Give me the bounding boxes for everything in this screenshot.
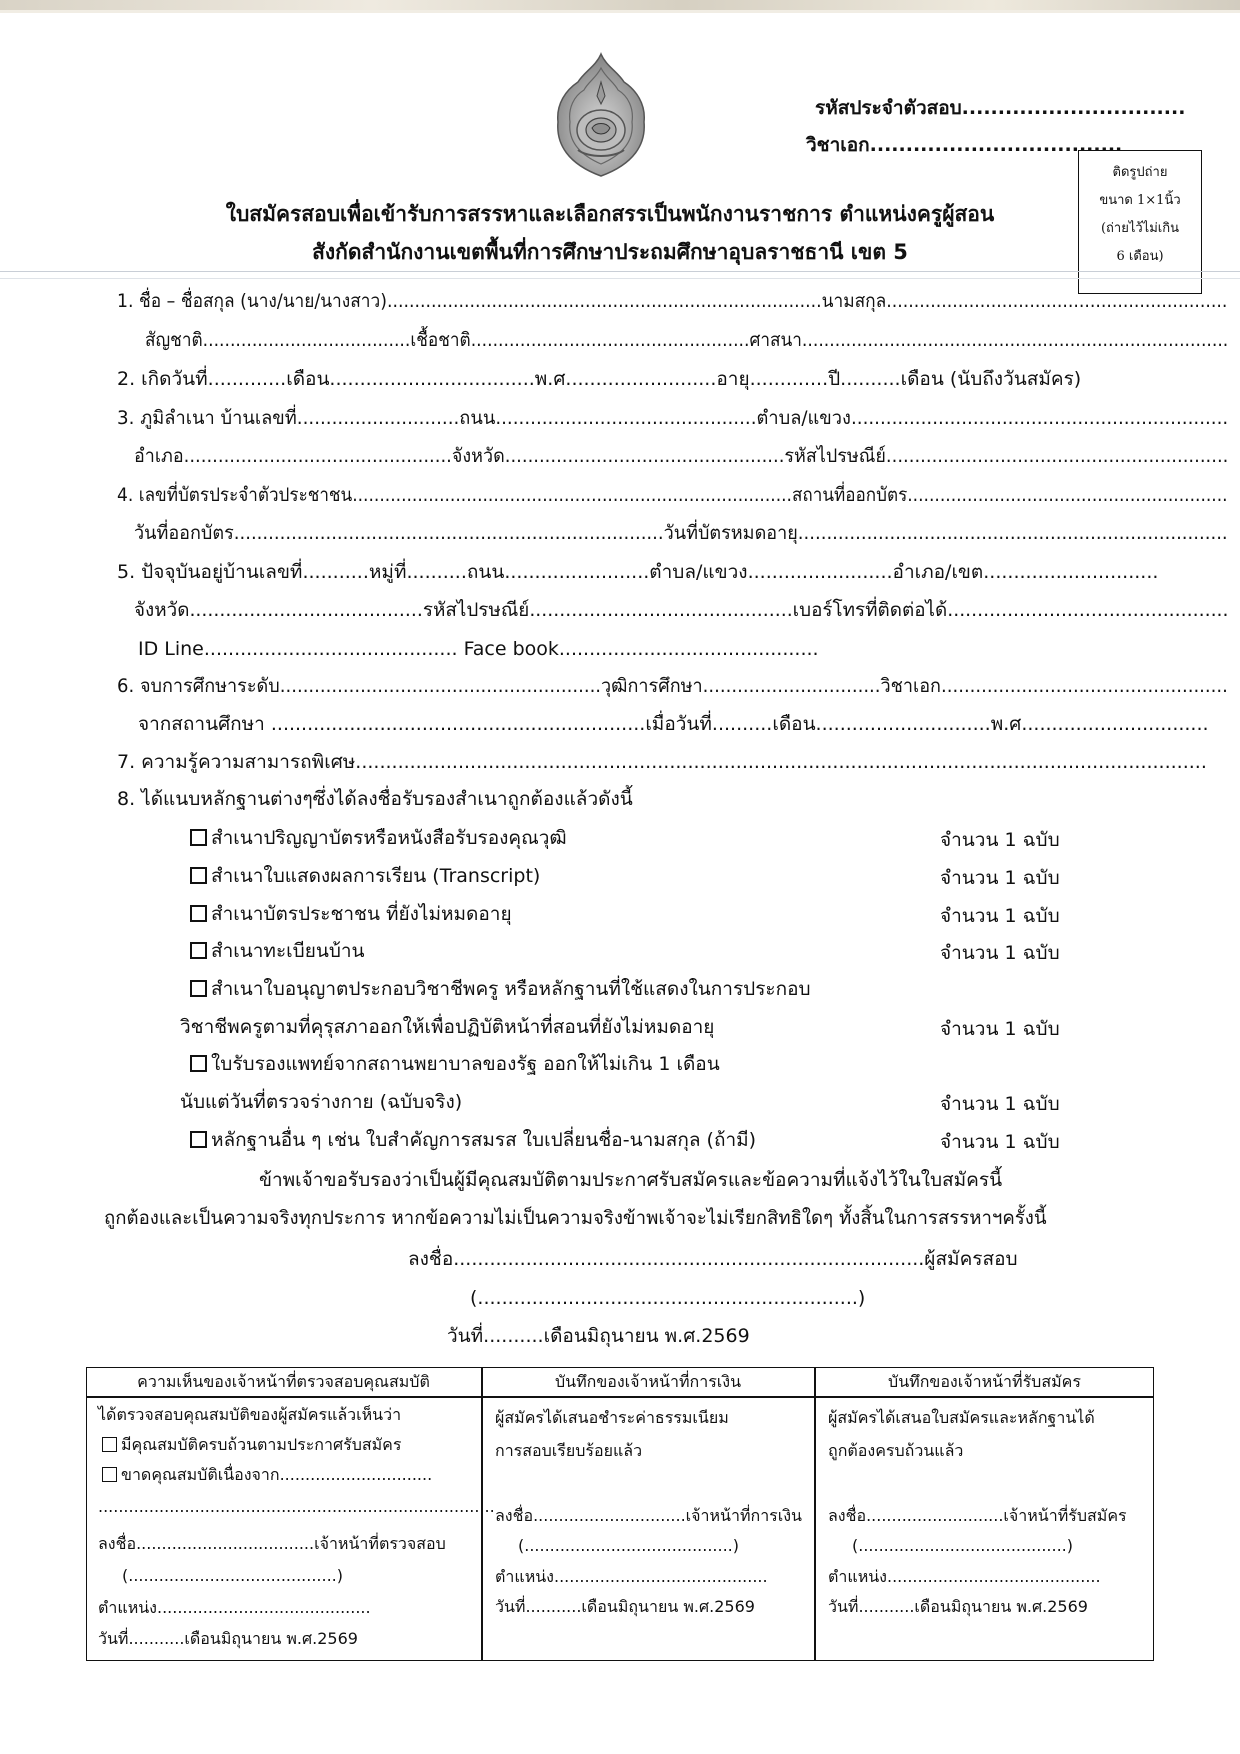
checkbox[interactable] [190,1055,207,1072]
col-header-qualification: ความเห็นของเจ้าหน้าที่ตรวจสอบคุณสมบัติ [137,1372,430,1391]
qual-date: วันที่...........เดือนมิถุนายน พ.ศ.2569 [98,1629,358,1648]
attachment-id-card: สำเนาบัตรประชาชน ที่ยังไม่หมดอายุ [190,901,512,927]
field-issue-date[interactable]: วันที่ออกบัตร...........................................................................วันที่บัตรหมดอายุ........................................................................... [134,522,1228,544]
checkbox[interactable] [102,1467,117,1482]
attachment-transcript: สำเนาใบแสดงผลการเรียน (Transcript) [190,863,540,889]
photo-box-line4: 6 เดือน) [1116,249,1164,264]
form-subtitle: สังกัดสำนักงานเขตพื้นที่การศึกษาประถมศึกษาอุบลราชธานี เขต 5 [312,240,908,264]
scan-edge-shade [0,10,1240,13]
attachment-medical-cert: ใบรับรองแพทย์จากสถานพยาบาลของรัฐ ออกให้ไม่เกิน 1 เดือน [190,1051,720,1077]
qual-option-unqualified: ขาดคุณสมบัติเนื่องจาก.............................. [102,1465,432,1485]
qual-signature-field[interactable]: ลงชื่อ...................................เจ้าหน้าที่ตรวจสอบ [98,1534,446,1553]
scan-edge [0,0,1240,10]
field-birthdate[interactable]: 2. เกิดวันที่.............เดือน..................................พ.ศ.........................อายุ.............ปี..........เดือน (นับถึงวันสมัคร) [117,368,1082,390]
applicant-name-field[interactable]: (...............................................................) [470,1287,866,1309]
attachment-count: จำนวน 1 ฉบับ [940,942,1060,964]
attachment-count: จำนวน 1 ฉบับ [940,1018,1060,1040]
qual-name-field[interactable]: (.........................................) [122,1566,344,1585]
scan-rule-line-2 [0,278,1240,279]
attachment-teaching-license-cont: วิชาชีพครูตามที่คุรุสภาออกให้เพื่อปฏิบัติหน้าที่สอนที่ยังไม่หมดอายุ [180,1016,715,1038]
col-header-registration: บันทึกของเจ้าหน้าที่รับสมัคร [888,1372,1081,1391]
registration-position-field[interactable]: ตำแหน่ง.......................................... [828,1567,1101,1586]
registration-note-line1: ผู้สมัครได้เสนอใบสมัครและหลักฐานได้ [828,1408,1095,1427]
field-district[interactable]: อำเภอ...............................................จังหวัด.................................................รหัสไปรษณีย์............................................................ [134,445,1229,467]
registration-signature-field[interactable]: ลงชื่อ...........................เจ้าหน้าที่รับสมัคร [828,1506,1127,1525]
attachment-medical-cert-cont: นับแต่วันที่ตรวจร่างกาย (ฉบับจริง) [180,1091,463,1113]
field-contact-ids[interactable]: ID Line.......................................... Face book........................................... [138,638,819,660]
applicant-signature-field[interactable]: ลงชื่อ..............................................................................ผู้สมัครสอบ [408,1248,1018,1270]
attachments-heading: 8. ได้แนบหลักฐานต่างๆซึ่งได้ลงชื่อรับรองสำเนาถูกต้องแล้วดังนี้ [117,788,633,810]
checkbox[interactable] [190,829,207,846]
field-education[interactable]: 6. จบการศึกษาระดับ........................................................วุฒิการศึกษา...............................วิชาเอก.................................................. [117,675,1228,697]
attachment-teaching-license: สำเนาใบอนุญาตประกอบวิชาชีพครู หรือหลักฐานที่ใช้แสดงในการประกอบ [190,976,811,1002]
checkbox[interactable] [190,905,207,922]
declaration-line2: ถูกต้องและเป็นความจริงทุกประการ หากข้อความไม่เป็นความจริงข้าพเจ้าจะไม่เรียกสิทธิใดๆ ทั้งสิ้นในการสรรหาฯครั้งนี้ [104,1208,1047,1229]
photo-box-line2: ขนาด 1×1นิ้ว [1099,193,1181,208]
finance-note-line1: ผู้สมัครได้เสนอชำระค่าธรรมเนียม [495,1408,729,1427]
major-field[interactable]: วิชาเอก................................... [806,134,1123,156]
qual-position-field[interactable]: ตำแหน่ง.......................................... [98,1598,371,1617]
field-province[interactable]: จังหวัด.......................................รหัสไปรษณีย์............................................เบอร์โทรที่ติดต่อได้............................................... [134,599,1229,621]
registration-note-line2: ถูกต้องครบถ้วนแล้ว [828,1441,964,1460]
attachment-count: จำนวน 1 ฉบับ [940,905,1060,927]
attachment-count: จำนวน 1 ฉบับ [940,867,1060,889]
attachment-count: จำนวน 1 ฉบับ [940,829,1060,851]
qual-check-text: ได้ตรวจสอบคุณสมบัติของผู้สมัครแล้วเห็นว่า [98,1405,402,1424]
finance-note-line2: การสอบเรียบร้อยแล้ว [495,1441,643,1460]
form-title: ใบสมัครสอบเพื่อเข้ารับการสรรหาและเลือกสรรเป็นพนักงานราชการ ตำแหน่งครูผู้สอน [225,202,995,226]
table-divider [814,1367,816,1661]
registration-name-field[interactable]: (.........................................) [852,1536,1074,1555]
field-special-skills[interactable]: 7. ความรู้ความสามารถพิเศษ............................................................................................................................................. [117,751,1207,773]
qual-option-qualified: มีคุณสมบัติครบถ้วนตามประกาศรับสมัคร [102,1435,401,1455]
finance-name-field[interactable]: (.........................................) [518,1536,740,1555]
col-header-finance: บันทึกของเจ้าหน้าที่การเงิน [554,1372,741,1391]
finance-date: วันที่...........เดือนมิถุนายน พ.ศ.2569 [495,1597,755,1616]
attachment-degree: สำเนาปริญญาบัตรหรือหนังสือรับรองคุณวุฒิ [190,825,567,851]
checkbox[interactable] [102,1437,117,1452]
field-domicile[interactable]: 3. ภูมิลำเนา บ้านเลขที่............................ถนน.............................................ตำบล/แขวง................................................................. [117,407,1229,429]
attachment-other: หลักฐานอื่น ๆ เช่น ใบสำคัญการสมรส ใบเปลี่ยนชื่อ-นามสกุล (ถ้ามี) [190,1127,756,1153]
application-date: วันที่..........เดือนมิถุนายน พ.ศ.2569 [447,1325,750,1347]
photo-box-line1: ติดรูปถ่าย [1112,165,1168,180]
scan-rule-line [0,271,1240,272]
finance-signature-field[interactable]: ลงชื่อ..............................เจ้าหน้าที่การเงิน [495,1506,802,1525]
checkbox[interactable] [190,942,207,959]
finance-position-field[interactable]: ตำแหน่ง.......................................... [495,1567,768,1586]
checkbox[interactable] [190,1131,207,1148]
qual-reason-field[interactable]: .............................................................................. [98,1497,495,1516]
field-name[interactable]: 1. ชื่อ – ชื่อสกุล (นาง/นาย/นางสาว)...............................................................................นามสกุล.............................................................. [117,290,1228,312]
attachment-count: จำนวน 1 ฉบับ [940,1093,1060,1115]
table-header-divider [86,1396,1154,1398]
exam-id-field[interactable]: รหัสประจำตัวสอบ............................... [815,97,1186,119]
photo-box-line3: (ถ่ายไว้ไม่เกิน [1100,221,1179,236]
field-institution[interactable]: จากสถานศึกษา ..............................................................เมื่อวันที่..........เดือน.............................พ.ศ............................... [138,713,1209,735]
attachment-house-registration: สำเนาทะเบียนบ้าน [190,938,365,964]
declaration-line1: ข้าพเจ้าขอรับรองว่าเป็นผู้มีคุณสมบัติตามประกาศรับสมัครและข้อความที่แจ้งไว้ในใบสมัครนี้ [259,1169,1003,1191]
field-current-address[interactable]: 5. ปัจจุบันอยู่บ้านเลขที่...........หมู่ที่..........ถนน........................ตำบล/แขวง........................อำเภอ/เขต............................. [117,561,1159,583]
registration-date: วันที่...........เดือนมิถุนายน พ.ศ.2569 [828,1597,1088,1616]
field-nationality[interactable]: สัญชาติ......................................เชื้อชาติ...................................................ศาสนา.............................................................................. [145,329,1229,351]
checkbox[interactable] [190,980,207,997]
attachment-count: จำนวน 1 ฉบับ [940,1131,1060,1153]
checkbox[interactable] [190,867,207,884]
ministry-emblem-icon [548,52,654,180]
photo-attach-box [1078,150,1202,294]
field-id-card[interactable]: 4. เลขที่บัตรประจำตัวประชาชน.................................................................................สถานที่ออกบัตร........................................................... [117,484,1228,506]
